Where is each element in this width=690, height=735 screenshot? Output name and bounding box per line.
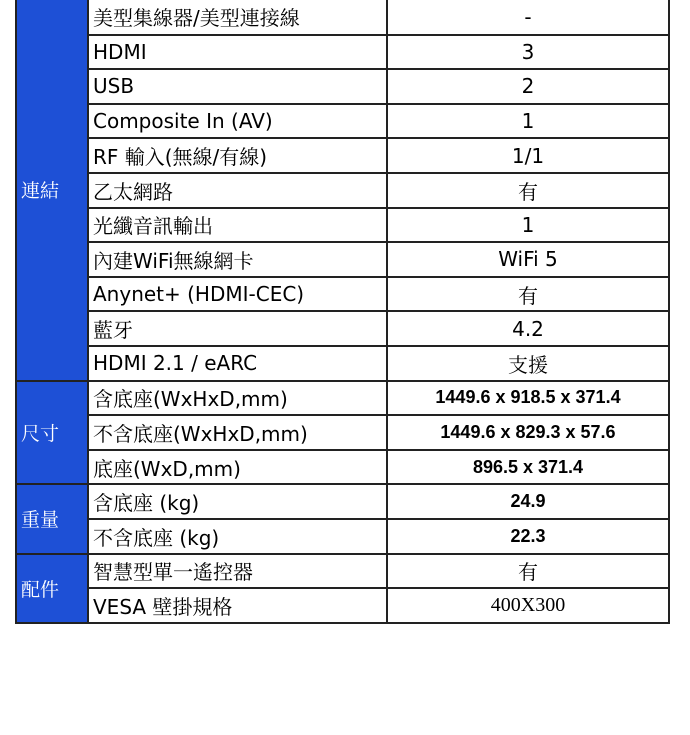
row-label: 美型集線器/美型連接線 bbox=[88, 0, 387, 35]
table-row bbox=[16, 311, 669, 346]
row-label: 底座(WxD,mm) bbox=[88, 450, 387, 485]
row-label: 內建WiFi無線網卡 bbox=[88, 242, 387, 277]
row-value: 有 bbox=[387, 277, 669, 312]
row-value: 3 bbox=[387, 35, 669, 70]
category-connectivity: 連結 bbox=[16, 0, 88, 381]
row-value: 22.3 bbox=[387, 519, 669, 554]
row-value: 24.9 bbox=[387, 484, 669, 519]
table-row bbox=[16, 35, 669, 70]
row-label: Composite In (AV) bbox=[88, 104, 387, 139]
category-weight: 重量 bbox=[16, 484, 88, 553]
category-dimensions: 尺寸 bbox=[16, 381, 88, 485]
table-row bbox=[16, 173, 669, 208]
row-value: WiFi 5 bbox=[387, 242, 669, 277]
table-row bbox=[16, 484, 669, 519]
spec-table bbox=[15, 0, 670, 624]
row-value: 400X300 bbox=[387, 588, 669, 623]
row-value: 1449.6 x 918.5 x 371.4 bbox=[387, 381, 669, 416]
table-row bbox=[16, 415, 669, 450]
row-value: 896.5 x 371.4 bbox=[387, 450, 669, 485]
row-value: 1 bbox=[387, 104, 669, 139]
row-label: 乙太網路 bbox=[88, 173, 387, 208]
row-value: 1 bbox=[387, 208, 669, 243]
row-label: 不含底座(WxHxD,mm) bbox=[88, 415, 387, 450]
row-value: 1449.6 x 829.3 x 57.6 bbox=[387, 415, 669, 450]
table-row bbox=[16, 208, 669, 243]
row-label: 智慧型單一遙控器 bbox=[88, 554, 387, 589]
table-row bbox=[16, 69, 669, 104]
row-label: 不含底座 (kg) bbox=[88, 519, 387, 554]
table-row bbox=[16, 346, 669, 381]
row-label: USB bbox=[88, 69, 387, 104]
row-label: Anynet+ (HDMI-CEC) bbox=[88, 277, 387, 312]
row-value: 4.2 bbox=[387, 311, 669, 346]
table-row bbox=[16, 588, 669, 623]
table-row bbox=[16, 381, 669, 416]
row-label: RF 輸入(無線/有線) bbox=[88, 138, 387, 173]
row-value: 2 bbox=[387, 69, 669, 104]
row-label: HDMI 2.1 / eARC bbox=[88, 346, 387, 381]
row-value: 有 bbox=[387, 173, 669, 208]
table-row bbox=[16, 277, 669, 312]
table-row bbox=[16, 0, 669, 35]
row-label: VESA 壁掛規格 bbox=[88, 588, 387, 623]
table-row bbox=[16, 104, 669, 139]
row-value: 有 bbox=[387, 554, 669, 589]
row-label: 藍牙 bbox=[88, 311, 387, 346]
row-label: 光纖音訊輸出 bbox=[88, 208, 387, 243]
table-row bbox=[16, 138, 669, 173]
row-value: 支援 bbox=[387, 346, 669, 381]
table-row bbox=[16, 519, 669, 554]
category-accessories: 配件 bbox=[16, 554, 88, 623]
row-value: 1/1 bbox=[387, 138, 669, 173]
row-label: HDMI bbox=[88, 35, 387, 70]
table-row bbox=[16, 554, 669, 589]
table-row bbox=[16, 242, 669, 277]
row-label: 含底座(WxHxD,mm) bbox=[88, 381, 387, 416]
row-value: - bbox=[387, 0, 669, 35]
row-label: 含底座 (kg) bbox=[88, 484, 387, 519]
table-row bbox=[16, 450, 669, 485]
